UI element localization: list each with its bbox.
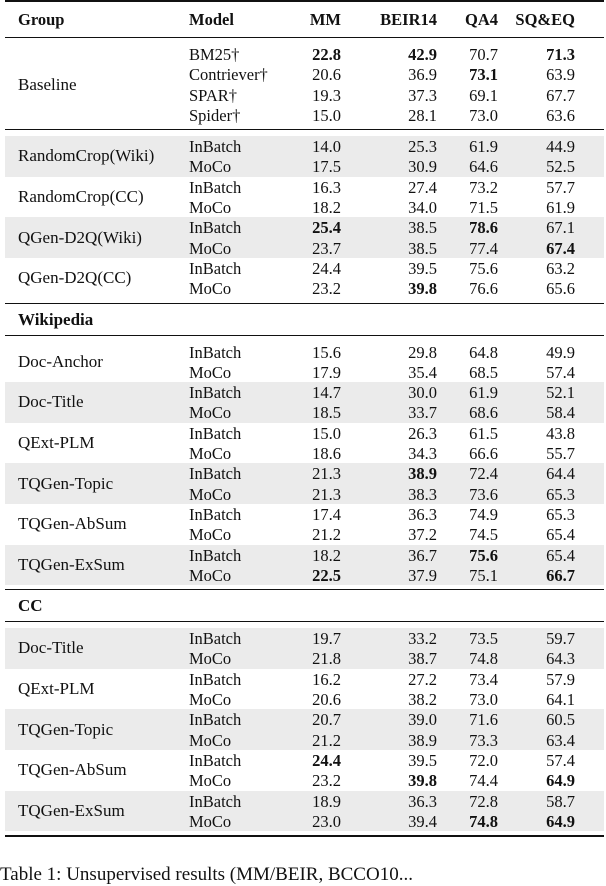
group-label: Doc-Title — [18, 392, 84, 412]
beir-cell: 37.9 — [408, 565, 437, 585]
sq-cell: 65.4 — [546, 525, 575, 545]
table-row — [5, 362, 604, 382]
sq-cell: 64.9 — [546, 811, 575, 831]
beir-cell: 38.3 — [408, 484, 437, 504]
qa4-cell: 73.1 — [469, 65, 498, 85]
group-label: TQGen-Topic — [18, 473, 114, 493]
row-group — [5, 504, 604, 545]
sq-cell: 64.3 — [546, 649, 575, 669]
row-group — [5, 628, 604, 669]
group-label: QExt-PLM — [18, 679, 95, 699]
model-cell: SPAR† — [189, 85, 238, 105]
mm-cell: 18.9 — [312, 791, 341, 811]
sq-cell: 58.4 — [546, 403, 575, 423]
beir-cell: 37.3 — [408, 85, 437, 105]
section-title — [5, 304, 604, 335]
beir-cell: 33.2 — [408, 629, 437, 649]
beir-cell: 36.9 — [408, 65, 437, 85]
table-row — [5, 648, 604, 668]
mm-cell: 16.2 — [312, 669, 341, 689]
header-sq: SQ&EQ — [515, 10, 575, 29]
mm-cell: 14.0 — [312, 137, 341, 157]
qa4-cell: 61.5 — [469, 423, 498, 443]
table-row — [5, 524, 604, 544]
group-label: Doc-Title — [18, 638, 84, 658]
table-row — [5, 730, 604, 750]
model-cell: InBatch — [189, 669, 242, 689]
row-group — [5, 342, 604, 383]
qa4-cell: 61.9 — [469, 137, 498, 157]
qa4-cell: 77.4 — [469, 238, 498, 258]
qa4-cell: 73.0 — [469, 690, 498, 710]
mm-cell: 22.5 — [312, 565, 341, 585]
sq-cell: 64.9 — [546, 771, 575, 791]
group-label: RandomCrop(Wiki) — [18, 146, 155, 166]
group-label: QGen-D2Q(CC) — [18, 268, 132, 288]
row-group — [5, 669, 604, 710]
row-group — [5, 545, 604, 586]
model-cell: MoCo — [189, 565, 232, 585]
beir-cell: 36.3 — [408, 791, 437, 811]
beir-cell: 26.3 — [408, 423, 437, 443]
sq-cell: 63.9 — [546, 65, 575, 85]
sq-cell: 57.4 — [546, 750, 575, 770]
qa4-cell: 73.0 — [469, 105, 498, 125]
sq-cell: 65.4 — [546, 545, 575, 565]
mm-cell: 20.6 — [312, 65, 341, 85]
table-row — [5, 669, 604, 689]
mm-cell: 20.6 — [312, 690, 341, 710]
row-group — [5, 750, 604, 791]
table-row — [5, 197, 604, 217]
qa4-cell: 70.7 — [469, 45, 498, 64]
group-label: Baseline — [18, 74, 77, 94]
mm-cell: 23.0 — [312, 811, 341, 831]
section-title-text: Wikipedia — [18, 309, 94, 329]
qa4-cell: 71.6 — [469, 710, 498, 730]
qa4-cell: 68.6 — [469, 403, 498, 423]
header-group: Group — [18, 10, 65, 29]
sq-cell: 64.4 — [546, 464, 575, 484]
table-body — [5, 38, 604, 837]
header-model: Model — [189, 10, 234, 29]
row-group — [5, 463, 604, 504]
model-cell: InBatch — [189, 791, 242, 811]
group-label: TQGen-Topic — [18, 719, 114, 739]
beir-cell: 39.8 — [408, 279, 437, 299]
mm-cell: 18.2 — [312, 198, 341, 218]
beir-cell: 39.5 — [408, 258, 437, 278]
mm-cell: 23.7 — [312, 238, 341, 258]
results-table — [5, 0, 604, 837]
table-row — [5, 750, 604, 770]
model-cell: InBatch — [189, 258, 242, 278]
qa4-cell: 73.4 — [469, 669, 498, 689]
sq-cell: 52.5 — [546, 157, 575, 177]
qa4-cell: 64.6 — [469, 157, 498, 177]
qa4-cell: 73.6 — [469, 484, 498, 504]
row-group — [5, 382, 604, 423]
mm-cell: 15.0 — [312, 105, 341, 125]
model-cell: MoCo — [189, 771, 232, 791]
qa4-cell: 66.6 — [469, 444, 498, 464]
group-label: TQGen-AbSum — [18, 760, 127, 780]
sq-cell: 52.1 — [546, 383, 575, 403]
table-row — [5, 628, 604, 648]
sq-cell: 65.6 — [546, 279, 575, 299]
group-label: TQGen-ExSum — [18, 554, 125, 574]
sq-cell: 63.6 — [546, 105, 575, 125]
mm-cell: 19.7 — [312, 629, 341, 649]
qa4-cell: 61.9 — [469, 383, 498, 403]
qa4-cell: 76.6 — [469, 279, 498, 299]
beir-cell: 33.7 — [408, 403, 437, 423]
sq-cell: 66.7 — [546, 565, 575, 585]
beir-cell: 39.0 — [408, 710, 437, 730]
table-row — [5, 709, 604, 729]
qa4-cell: 74.8 — [469, 649, 498, 669]
sq-cell: 57.7 — [546, 177, 575, 197]
mm-cell: 18.5 — [312, 403, 341, 423]
mm-cell: 20.7 — [312, 710, 341, 730]
sq-cell: 58.7 — [546, 791, 575, 811]
mm-cell: 21.2 — [312, 525, 341, 545]
qa4-cell: 73.2 — [469, 177, 498, 197]
beir-cell: 36.7 — [408, 545, 437, 565]
header-beir: BEIR14 — [380, 10, 437, 29]
mm-cell: 18.2 — [312, 545, 341, 565]
sq-cell: 63.4 — [546, 730, 575, 750]
mm-cell: 21.3 — [312, 484, 341, 504]
group-label: QGen-D2Q(Wiki) — [18, 227, 142, 247]
qa4-cell: 73.3 — [469, 730, 498, 750]
model-cell: InBatch — [189, 137, 242, 157]
row-group — [5, 217, 604, 258]
row-group — [5, 44, 604, 125]
qa4-cell: 71.5 — [469, 198, 498, 218]
table-header — [5, 2, 604, 37]
beir-cell: 34.0 — [408, 198, 437, 218]
model-cell: MoCo — [189, 811, 232, 831]
beir-cell: 38.7 — [408, 649, 437, 669]
beir-cell: 37.2 — [408, 525, 437, 545]
table-row — [5, 402, 604, 422]
qa4-cell: 72.0 — [469, 750, 498, 770]
model-cell: MoCo — [189, 403, 232, 423]
row-group — [5, 423, 604, 464]
model-cell: InBatch — [189, 177, 242, 197]
model-cell: InBatch — [189, 423, 242, 443]
model-cell: MoCo — [189, 649, 232, 669]
mm-cell: 21.8 — [312, 649, 341, 669]
section-title — [5, 590, 604, 621]
beir-cell: 38.5 — [408, 238, 437, 258]
beir-cell: 39.8 — [408, 771, 437, 791]
table-row — [5, 382, 604, 402]
model-cell: MoCo — [189, 362, 232, 382]
mm-cell: 23.2 — [312, 279, 341, 299]
beir-cell: 38.9 — [408, 730, 437, 750]
beir-cell: 25.3 — [408, 137, 437, 157]
beir-cell: 34.3 — [408, 444, 437, 464]
qa4-cell: 74.4 — [469, 771, 498, 791]
qa4-cell: 75.6 — [469, 258, 498, 278]
mm-cell: 15.0 — [312, 423, 341, 443]
row-group — [5, 791, 604, 832]
model-cell: MoCo — [189, 198, 232, 218]
model-cell: InBatch — [189, 218, 242, 238]
row-group — [5, 709, 604, 750]
mm-cell: 24.4 — [312, 258, 341, 278]
model-cell: MoCo — [189, 444, 232, 464]
model-cell: InBatch — [189, 383, 242, 403]
table-row — [5, 136, 604, 156]
group-label: TQGen-AbSum — [18, 514, 127, 534]
table-row — [5, 278, 604, 298]
table-row — [5, 238, 604, 258]
mm-cell: 17.9 — [312, 362, 341, 382]
mm-cell: 25.4 — [312, 218, 341, 238]
mm-cell: 15.6 — [312, 342, 341, 362]
mm-cell: 16.3 — [312, 177, 341, 197]
beir-cell: 42.9 — [408, 45, 437, 64]
sq-cell: 67.7 — [546, 85, 575, 105]
model-cell: BM25† — [189, 45, 240, 64]
sq-cell: 65.3 — [546, 504, 575, 524]
qa4-cell: 74.9 — [469, 504, 498, 524]
table-caption: Table 1: Unsupervised results (MM/BEIR, BCCO10... — [0, 864, 413, 885]
model-cell: MoCo — [189, 690, 232, 710]
beir-cell: 28.1 — [408, 105, 437, 125]
sq-cell: 60.5 — [546, 710, 575, 730]
sq-cell: 55.7 — [546, 444, 575, 464]
beir-cell: 27.4 — [408, 177, 437, 197]
model-cell: InBatch — [189, 750, 242, 770]
sq-cell: 57.9 — [546, 669, 575, 689]
table-row — [5, 484, 604, 504]
mm-cell: 21.2 — [312, 730, 341, 750]
table-row — [5, 463, 604, 483]
sq-cell: 65.3 — [546, 484, 575, 504]
sq-cell: 61.9 — [546, 198, 575, 218]
group-label: RandomCrop(CC) — [18, 187, 144, 207]
mm-cell: 19.3 — [312, 85, 341, 105]
table-row — [5, 177, 604, 197]
sq-cell: 64.1 — [546, 690, 575, 710]
mm-cell: 18.6 — [312, 444, 341, 464]
beir-cell: 38.2 — [408, 690, 437, 710]
mm-cell: 22.8 — [312, 45, 341, 64]
beir-cell: 30.9 — [408, 157, 437, 177]
model-cell: InBatch — [189, 342, 242, 362]
beir-cell: 35.4 — [408, 362, 437, 382]
sq-cell: 67.1 — [546, 218, 575, 238]
mm-cell: 17.5 — [312, 157, 341, 177]
table-row — [5, 565, 604, 585]
table-row — [5, 342, 604, 362]
model-cell: MoCo — [189, 525, 232, 545]
table-row — [5, 423, 604, 443]
model-cell: InBatch — [189, 629, 242, 649]
beir-cell: 38.9 — [408, 464, 437, 484]
sq-cell: 67.4 — [546, 238, 575, 258]
header-mm: MM — [309, 10, 341, 29]
qa4-cell: 74.8 — [469, 811, 498, 831]
table-row — [5, 545, 604, 565]
sq-cell: 59.7 — [546, 629, 575, 649]
model-cell: InBatch — [189, 464, 242, 484]
beir-cell: 36.3 — [408, 504, 437, 524]
group-label: Doc-Anchor — [18, 351, 103, 371]
table-row — [5, 217, 604, 237]
qa4-cell: 69.1 — [469, 85, 498, 105]
beir-cell: 39.5 — [408, 750, 437, 770]
beir-cell: 38.5 — [408, 218, 437, 238]
mm-cell: 23.2 — [312, 771, 341, 791]
table-row — [5, 64, 604, 84]
table-row — [5, 156, 604, 176]
table-row — [5, 811, 604, 831]
mm-cell: 24.4 — [312, 750, 341, 770]
table-row — [5, 689, 604, 709]
bottom-rule — [5, 835, 604, 837]
beir-cell: 30.0 — [408, 383, 437, 403]
mm-cell: 21.3 — [312, 464, 341, 484]
section-title-text: CC — [18, 596, 43, 616]
sq-cell: 43.8 — [546, 423, 575, 443]
sq-cell: 57.4 — [546, 362, 575, 382]
qa4-cell: 72.8 — [469, 791, 498, 811]
mm-cell: 14.7 — [312, 383, 341, 403]
qa4-cell: 74.5 — [469, 525, 498, 545]
model-cell: InBatch — [189, 710, 242, 730]
table-row — [5, 791, 604, 811]
model-cell: MoCo — [189, 730, 232, 750]
row-group — [5, 258, 604, 299]
qa4-cell: 68.5 — [469, 362, 498, 382]
qa4-cell: 73.5 — [469, 629, 498, 649]
table-row — [5, 504, 604, 524]
model-cell: MoCo — [189, 157, 232, 177]
model-cell: Spider† — [189, 105, 241, 125]
group-label: TQGen-ExSum — [18, 800, 125, 820]
model-cell: MoCo — [189, 484, 232, 504]
model-cell: Contriever† — [189, 65, 268, 85]
beir-cell: 39.4 — [408, 811, 437, 831]
beir-cell: 27.2 — [408, 669, 437, 689]
qa4-cell: 75.6 — [469, 545, 498, 565]
table-row — [5, 85, 604, 105]
group-label: QExt-PLM — [18, 433, 95, 453]
model-cell: InBatch — [189, 545, 242, 565]
mm-cell: 17.4 — [312, 504, 341, 524]
model-cell: MoCo — [189, 238, 232, 258]
row-group — [5, 136, 604, 177]
header-qa4: QA4 — [465, 10, 498, 29]
table-row — [5, 770, 604, 790]
table-row — [5, 105, 604, 125]
sq-cell: 63.2 — [546, 258, 575, 278]
qa4-cell: 64.8 — [469, 342, 498, 362]
model-cell: MoCo — [189, 279, 232, 299]
table-row — [5, 44, 604, 64]
qa4-cell: 75.1 — [469, 565, 498, 585]
sq-cell: 44.9 — [546, 137, 575, 157]
qa4-cell: 78.6 — [469, 218, 498, 238]
model-cell: InBatch — [189, 504, 242, 524]
sq-cell: 49.9 — [546, 342, 575, 362]
beir-cell: 29.8 — [408, 342, 437, 362]
qa4-cell: 72.4 — [469, 464, 498, 484]
table-row — [5, 258, 604, 278]
sq-cell: 71.3 — [546, 45, 575, 64]
row-group — [5, 177, 604, 218]
table-row — [5, 443, 604, 463]
